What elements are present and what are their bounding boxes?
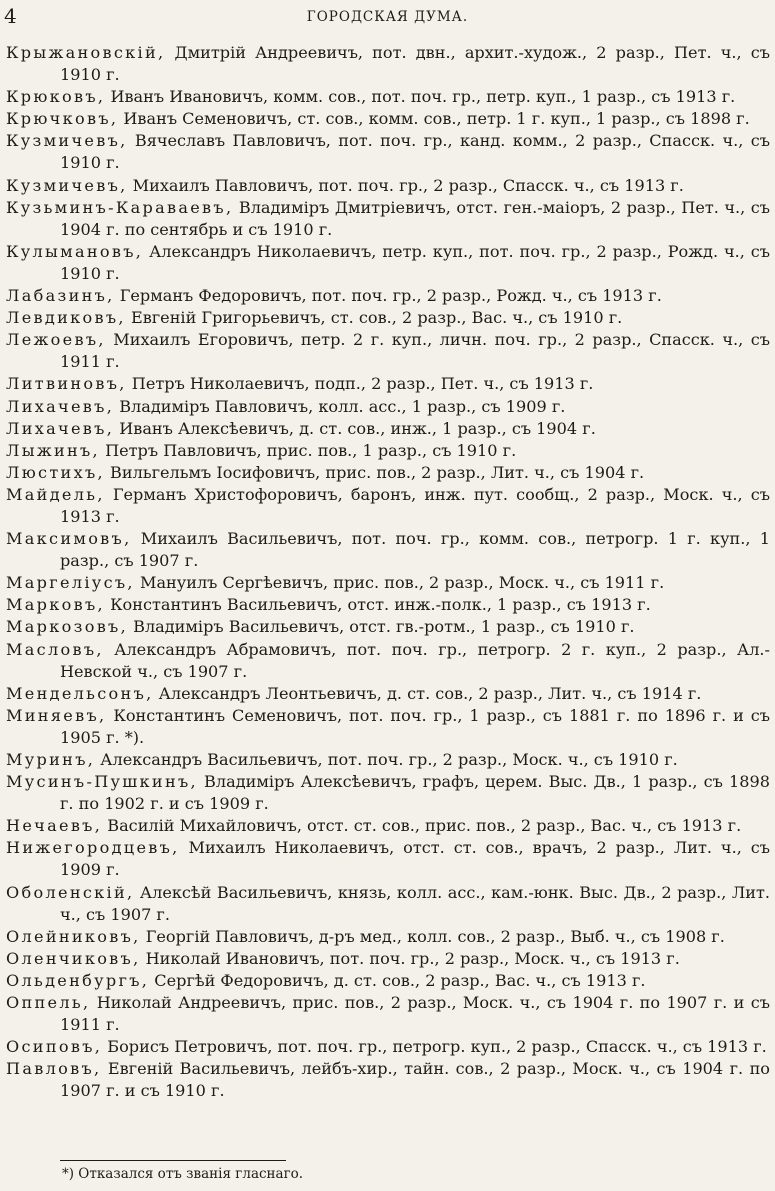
list-item [6,462,770,484]
footnote-rule [60,1160,286,1161]
list-item [6,948,770,970]
entry-surname: Крюковъ, [6,87,106,107]
list-item [6,1036,770,1058]
entry-surname: Олейниковъ, [6,926,141,946]
entry-surname: Муринъ, [6,750,96,769]
page-number: 4 [4,4,17,28]
entry-surname: Лабазинъ, [6,286,115,306]
entry-surname: Кузмичевъ, [6,131,128,151]
entry-surname: Осиповъ, [6,1037,103,1057]
list-item [6,86,770,108]
entry-details: Георгій Павловичъ, д-ръ мед., колл. сов., 2 разр., Выб. ч., съ 1908 г. [140,926,725,946]
entry-details: Александръ Николаевичъ, петр. куп., пот. поч. гр., 2 разр., Рожд. ч., съ 1910 г. [60,241,770,283]
entry-surname: Крыжановскій, [6,43,166,62]
entry-surname: Нечаевъ, [6,816,103,836]
entry-surname: Кулымановъ, [6,241,144,261]
page-header [0,4,775,30]
list-item [6,749,770,771]
entry-surname: Литвиновъ, [6,374,127,394]
list-item [6,970,770,992]
entry-details: Владиміръ Алексѣевичъ, графъ, церем. Выс. Дв., 1 разр., съ 1898 г. по 1902 г. и съ 1909 г. [60,772,770,814]
entry-surname: Лыжинъ, [6,440,100,460]
entry-details: Иванъ Ивановичъ, комм. сов., пот. поч. гр., петр. куп., 1 разр., съ 1913 г. [105,87,736,107]
list-item [6,639,770,683]
entry-details: Александръ Абрамовичъ, пот. поч. гр., петрогр. 2 г. куп., 2 разр., Ал.-Невской ч., съ 1907 г. [60,639,770,681]
entry-surname: Максимовъ, [6,529,132,549]
entry-surname: Лихачевъ, [6,418,115,438]
entry-surname: Левдиковъ, [6,308,126,328]
entry-surname: Майдель, [6,484,105,504]
list-item [6,285,770,307]
entry-surname: Марковъ, [6,595,105,615]
entry-surname: Мендельсонъ, [6,683,154,703]
entry-details: Константинъ Васильевичъ, отст. инж.-полк., 1 разр., съ 1913 г. [104,595,651,615]
entry-details: Владиміръ Васильевичъ, отст. гв.-ротм., 1 разр., съ 1910 г. [128,617,635,637]
entry-details: Николай Ивановичъ, пот. поч. гр., 2 разр., Моск. ч., съ 1913 г. [140,948,680,968]
entry-details: Борисъ Петровичъ, пот. поч. гр., петрогр. куп., 2 разр., Спасск. ч., съ 1913 г. [102,1037,767,1057]
list-item [6,572,770,594]
entry-surname: Крючковъ, [6,109,119,129]
entry-details: Владиміръ Павловичъ, колл. асс., 1 разр., съ 1909 г. [114,396,566,416]
list-item [6,418,770,440]
entry-surname: Маркозовъ, [6,617,129,637]
entry-list [6,42,770,1103]
entry-details: Михаилъ Павловичъ, пот. поч. гр., 2 разр., Спасск. ч., съ 1913 г. [127,175,684,195]
list-item [6,815,770,837]
entry-surname: Люстихъ, [6,462,105,482]
entry-surname: Лихачевъ, [6,396,115,416]
entry-details: Иванъ Алексѣевичъ, д. ст. сов., инж., 1 разр., съ 1904 г. [114,418,596,438]
entry-details: Мануилъ Сергѣевичъ, прис. пов., 2 разр., Моск. ч., съ 1911 г. [134,573,665,593]
entry-surname: Кузьминъ-Караваевъ, [6,197,234,217]
entry-details: Сергѣй Федоровичъ, д. ст. сов., 2 разр., Вас. ч., съ 1913 г. [149,970,646,990]
entry-surname: Масловъ, [6,639,104,659]
entry-details: Владиміръ Дмитріевичъ, отст. ген.-маіоръ, 2 разр., Пет. ч., съ 1904 г. по сентябрь и съ 1910 г. [60,197,770,239]
entry-details: Иванъ Семеновичъ, ст. сов., комм. сов., петр. 1 г. куп., 1 разр., съ 1898 г. [118,109,750,129]
entry-details: Петръ Николаевичъ, подп., 2 разр., Пет. ч., съ 1913 г. [126,374,594,394]
list-item [6,926,770,948]
list-item [6,108,770,130]
entry-details: Александръ Леонтьевичъ, д. ст. сов., 2 разр., Лит. ч., съ 1914 г. [153,683,702,703]
entry-details: Дмитрій Андреевичъ, пот. двн., архит.-худож., 2 разр., Пет. ч., съ 1910 г. [60,43,770,85]
list-item [6,307,770,329]
entry-details: Вильгельмъ Іосифовичъ, прис. пов., 2 разр., Лит. ч., съ 1904 г. [104,462,645,482]
entry-surname: Нижегородцевъ, [6,838,180,858]
entry-surname: Оленчиковъ, [6,948,141,968]
entry-details: Михаилъ Васильевичъ, пот. поч. гр., комм. сов., петрогр. 1 г. куп., 1 разр., съ 1907 г. [60,529,770,571]
list-item [6,484,770,528]
list-item [6,882,770,926]
entry-details: Михаилъ Николаевичъ, отст. ст. сов., врачъ, 2 разр., Лит. ч., съ 1909 г. [60,838,770,880]
entry-surname: Миняевъ, [6,705,107,725]
entry-surname: Оппель, [6,993,91,1013]
list-item [6,396,770,418]
entry-details: Алексѣй Васильевичъ, князь, колл. асс., кам.-юнк. Выс. Дв., 2 разр., Лит. ч., съ 1907 г. [60,882,770,924]
list-item [6,130,770,174]
entry-details: Петръ Павловичъ, прис. пов., 1 разр., съ 1910 г. [99,440,517,460]
entry-details: Евгеній Васильевичъ, лейбъ-хир., тайн. сов., 2 разр., Моск. ч., съ 1904 г. по 1907 г. и съ 1910 г. [60,1059,770,1101]
entry-surname: Лежоевъ, [6,330,106,350]
entry-details: Михаилъ Егоровичъ, петр. 2 г. куп., личн. поч. гр., 2 разр., Спасск. ч., съ 1911 г. [60,330,770,372]
entry-details: Вячеславъ Павловичъ, пот. поч. гр., канд. комм., 2 разр., Спасск. ч., съ 1910 г. [60,131,770,173]
list-item [6,771,770,815]
list-item [6,197,770,241]
page-title: ГОРОДСКАЯ ДУМА. [306,9,469,25]
list-item [6,1058,770,1102]
entry-details: Германъ Христофоровичъ, баронъ, инж. пут. сообщ., 2 разр., Моск. ч., съ 1913 г. [60,484,770,526]
entry-surname: Павловъ, [6,1059,102,1079]
entry-details: Германъ Федоровичъ, пот. поч. гр., 2 разр., Рожд. ч., съ 1913 г. [114,286,662,306]
entry-details: Константинъ Семеновичъ, пот. поч. гр., 1 разр., съ 1881 г. по 1896 г. и съ 1905 г. *). [60,705,770,747]
list-item [6,594,770,616]
entry-surname: Мусинъ-Пушкинъ, [6,772,198,792]
entry-details: Николай Андреевичъ, прис. пов., 2 разр., Моск. ч., съ 1904 г. по 1907 г. и съ 1911 г. [60,993,770,1035]
list-item [6,329,770,373]
entry-surname: Оболенскій, [6,882,135,902]
entry-surname: Ольденбургъ, [6,970,150,990]
list-item [6,42,770,86]
list-item [6,683,770,705]
entry-details: Василій Михайловичъ, отст. ст. сов., прис. пов., 2 разр., Вас. ч., съ 1913 г. [102,816,742,836]
list-item [6,373,770,395]
list-item [6,837,770,881]
list-item [6,241,770,285]
entry-details: Александръ Васильевичъ, пот. поч. гр., 2 разр., Моск. ч., съ 1910 г. [95,750,678,769]
entry-details: Евгеній Григорьевичъ, ст. сов., 2 разр., Вас. ч., съ 1910 г. [125,308,623,328]
list-item [6,616,770,638]
entry-surname: Маргеліусъ, [6,573,135,593]
entry-surname: Кузмичевъ, [6,175,128,195]
list-item [6,705,770,749]
list-item [6,528,770,572]
list-item [6,992,770,1036]
footnote: *) Отказался отъ званія гласнаго. [62,1166,304,1182]
list-item [6,175,770,197]
list-item [6,440,770,462]
